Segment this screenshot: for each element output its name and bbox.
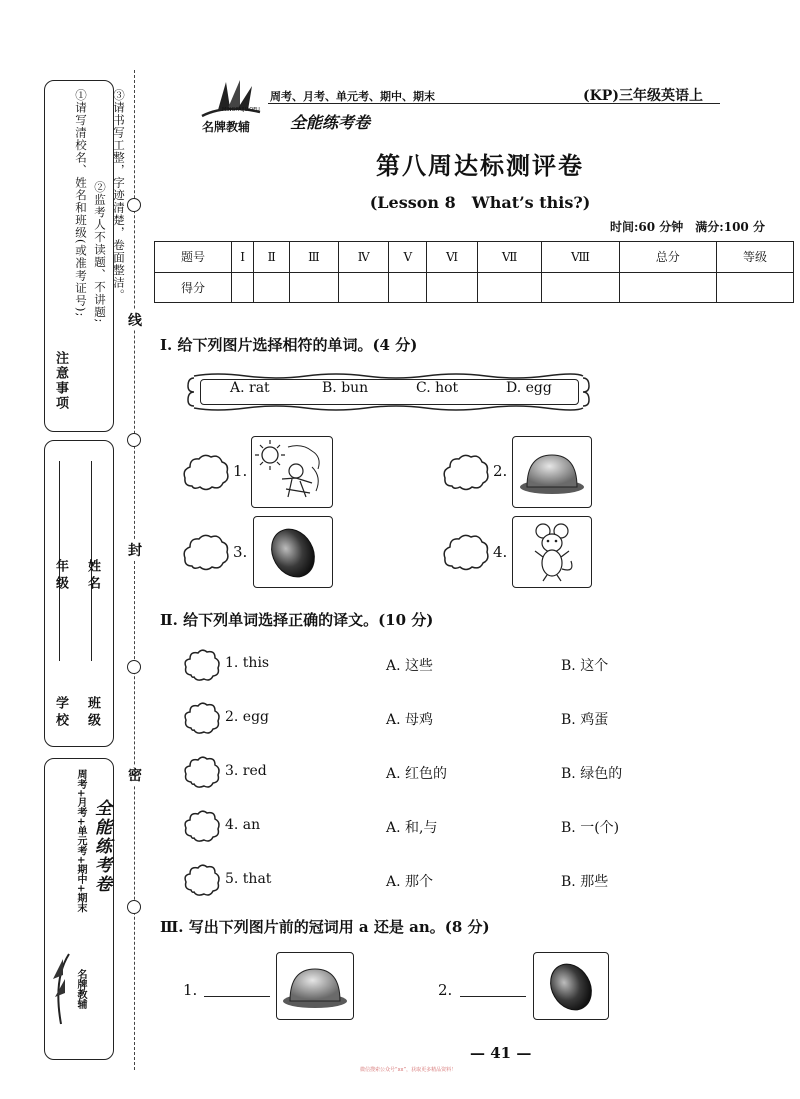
exam-info: 时间:60 分钟 满分:100 分 xyxy=(610,220,765,234)
option-b: B. 那些 xyxy=(561,874,609,890)
footer-note: 微信搜索公众号“xx”，获取更多精品资料！ xyxy=(360,1067,457,1073)
page-title: 第八周达标测评卷 xyxy=(376,151,584,180)
ad-line: 周考+月考+单元考+期中+期末 xyxy=(75,769,86,913)
header-cell: Ⅴ xyxy=(389,242,427,273)
notice-label: 注意事项 xyxy=(53,351,68,411)
binding-hole xyxy=(127,433,141,447)
rat-picture xyxy=(512,516,592,588)
egg-icon xyxy=(254,517,332,587)
score-cell[interactable] xyxy=(477,272,541,303)
score-cell[interactable] xyxy=(254,272,290,303)
name-label: 姓名 xyxy=(85,559,100,593)
binding-hole xyxy=(127,660,141,674)
item-number: 1. xyxy=(233,462,248,480)
logo-en: MINGPAIJIAOFU xyxy=(222,107,260,113)
option-b: B. 绿色的 xyxy=(561,766,623,782)
bun-icon xyxy=(277,953,353,1019)
egg-picture xyxy=(253,516,333,588)
egg-icon xyxy=(534,953,608,1019)
header-cell: 题号 xyxy=(155,242,232,273)
school-label: 学校 xyxy=(53,696,68,730)
header-cell: Ⅲ xyxy=(289,242,338,273)
header-cell: Ⅰ xyxy=(232,242,254,273)
header-tagline: 周考、月考、单元考、期中、期末 xyxy=(270,90,435,103)
option-b: B. 这个 xyxy=(561,658,609,674)
header-cell: 等级 xyxy=(717,242,794,273)
option-a: A. 那个 xyxy=(386,874,434,890)
binding-hole xyxy=(127,198,141,212)
notice-2: ②监考人不读题、不讲题; xyxy=(93,181,107,324)
option-b: B. 一(个) xyxy=(561,820,620,836)
cut-word-seal: 封 xyxy=(128,540,142,560)
item-number: 3. xyxy=(233,543,248,561)
answer-flower-2[interactable] xyxy=(183,701,221,735)
score-cell[interactable] xyxy=(232,272,254,303)
header-cell: Ⅶ xyxy=(477,242,541,273)
score-cell[interactable] xyxy=(619,272,716,303)
answer-flower-3[interactable] xyxy=(183,755,221,789)
score-table xyxy=(154,241,794,303)
score-cell[interactable] xyxy=(389,272,427,303)
row-label: 得分 xyxy=(155,272,232,303)
answer-flower-1[interactable] xyxy=(183,648,221,682)
choice-b: B. bun xyxy=(322,380,369,396)
notice-box xyxy=(44,80,126,432)
option-a: A. 和,与 xyxy=(386,820,438,836)
binding-hole xyxy=(127,900,141,914)
header-series: 全能练考卷 xyxy=(290,113,371,132)
student-info-box xyxy=(44,440,114,747)
header-cell: 总分 xyxy=(619,242,716,273)
score-cell[interactable] xyxy=(542,272,619,303)
word-this: 1. this xyxy=(225,655,270,671)
grade-label: 年级 xyxy=(53,559,68,593)
header-cell: Ⅳ xyxy=(338,242,389,273)
score-cell[interactable] xyxy=(338,272,389,303)
answer-cloud-1[interactable] xyxy=(182,452,230,492)
hot-sun-icon xyxy=(252,437,332,507)
header-grade: (KP)三年级英语上 xyxy=(583,88,703,104)
section2-title: Ⅱ. 给下列单词选择正确的译文。(10 分) xyxy=(160,611,434,629)
answer-cloud-3[interactable] xyxy=(182,532,230,572)
ad-box xyxy=(44,758,114,1060)
notice-1: ①请写清校名、姓名和班级(或准考证号); xyxy=(74,89,88,318)
item-number: 2. xyxy=(493,462,508,480)
cut-word-secret: 密 xyxy=(128,765,142,785)
ad-series: 全能练考卷 xyxy=(91,799,111,894)
cut-line xyxy=(134,70,135,1070)
header-cell: Ⅷ xyxy=(542,242,619,273)
item-number: 2. xyxy=(438,981,453,999)
word-egg: 2. egg xyxy=(225,709,270,725)
answer-blank-1[interactable] xyxy=(204,996,270,997)
section1-title: Ⅰ. 给下列图片选择相符的单词。(4 分) xyxy=(160,336,418,354)
word-that: 5. that xyxy=(225,871,272,887)
word-an: 4. an xyxy=(225,817,261,833)
rat-icon xyxy=(513,517,591,587)
option-a: A. 这些 xyxy=(386,658,434,674)
section3-title: Ⅲ. 写出下列图片前的冠词用 a 还是 an。(8 分) xyxy=(160,918,490,936)
score-table-score-row xyxy=(155,272,794,303)
notice-3: ③请书写工整，字迹清楚，卷面整洁。 xyxy=(112,89,126,302)
option-b: B. 鸡蛋 xyxy=(561,712,609,728)
header-cell: Ⅱ xyxy=(254,242,290,273)
bun-icon xyxy=(513,437,591,507)
item-number: 1. xyxy=(183,981,198,999)
item-number: 4. xyxy=(493,543,508,561)
score-cell[interactable] xyxy=(289,272,338,303)
class-label: 班级 xyxy=(85,696,100,730)
answer-flower-5[interactable] xyxy=(183,863,221,897)
egg-picture xyxy=(533,952,609,1020)
choice-c: C. hot xyxy=(416,380,459,396)
word-red: 3. red xyxy=(225,763,267,779)
answer-flower-4[interactable] xyxy=(183,809,221,843)
cut-word-line: 线 xyxy=(128,310,142,330)
ad-logo-icon xyxy=(49,949,73,1029)
score-cell[interactable] xyxy=(427,272,478,303)
logo-brand: 名牌教辅 xyxy=(202,120,251,134)
answer-blank-2[interactable] xyxy=(460,996,526,997)
score-cell[interactable] xyxy=(717,272,794,303)
header-rule xyxy=(268,103,720,104)
option-a: A. 母鸡 xyxy=(386,712,434,728)
answer-cloud-2[interactable] xyxy=(442,452,490,492)
ad-brand: 名牌教辅 xyxy=(75,969,86,1009)
option-a: A. 红色的 xyxy=(386,766,448,782)
page-number: — 41 — xyxy=(470,1044,532,1062)
answer-cloud-4[interactable] xyxy=(442,532,490,572)
bun-picture xyxy=(276,952,354,1020)
page-subtitle: (Lesson 8 What’s this?) xyxy=(369,193,591,212)
choice-a: A. rat xyxy=(230,380,270,396)
choice-d: D. egg xyxy=(506,380,552,396)
score-table-header-row xyxy=(155,242,794,273)
header-cell: Ⅵ xyxy=(427,242,478,273)
bun-picture xyxy=(512,436,592,508)
hot-day-picture xyxy=(251,436,333,508)
